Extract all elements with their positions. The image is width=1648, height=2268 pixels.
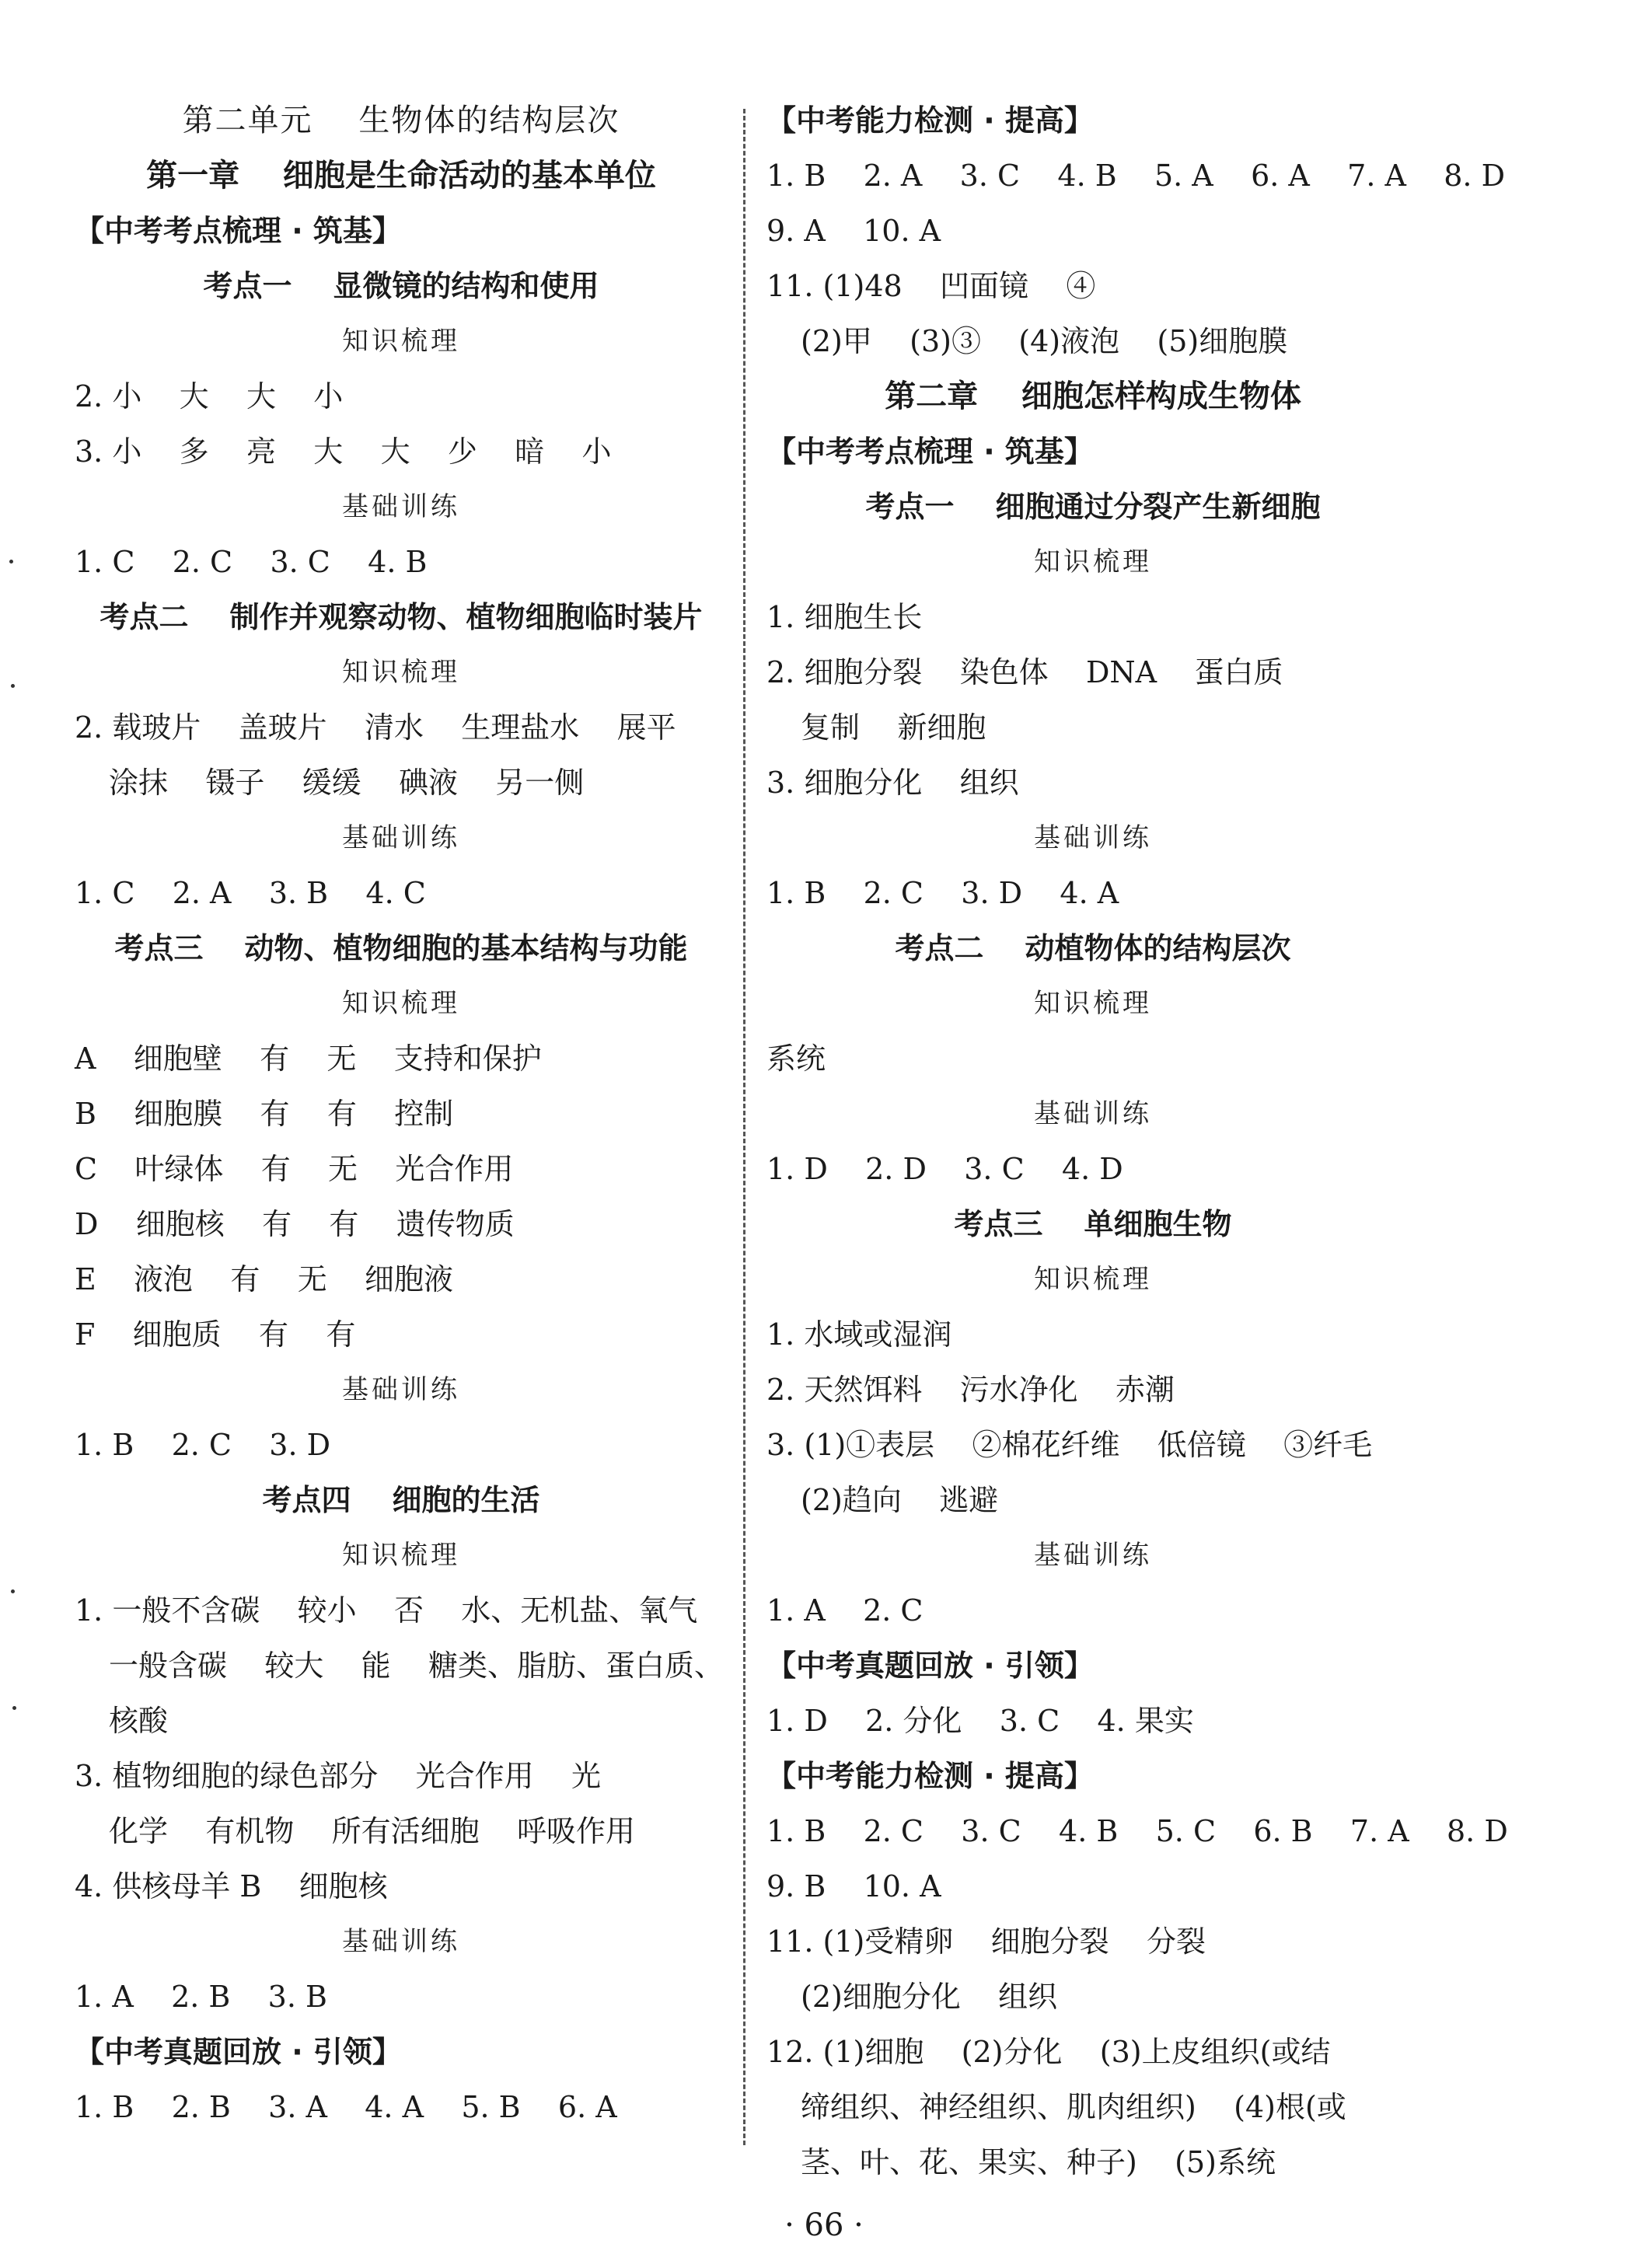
answer-line: 1. B 2. C 3. D 4. A	[766, 876, 1119, 910]
answer-line: 3. 植物细胞的绿色部分 光合作用 光	[75, 1759, 601, 1793]
answer-line: 系统	[766, 1042, 826, 1076]
subsection-label: 知识梳理	[1034, 546, 1152, 577]
answer-line: 1. B 2. C 3. C 4. B 5. C 6. B 7. A 8. D	[766, 1814, 1508, 1848]
subsection-label: 基础训练	[1034, 822, 1152, 853]
answer-line: (2)趋向 逃避	[801, 1483, 999, 1517]
answer-line: 11. (1)48 凹面镜 ④	[766, 269, 1096, 303]
answer-line: 1. B 2. B 3. A 4. A 5. B 6. A	[75, 2090, 617, 2124]
chapter-title: 第一章 细胞是生命活动的基本单位	[146, 158, 656, 194]
column-divider	[743, 109, 745, 2145]
answer-line: 复制 新细胞	[801, 710, 986, 745]
answer-line: 2. 天然饵料 污水净化 赤潮	[766, 1373, 1175, 1407]
answer-line: D 细胞核 有 有 遗传物质	[75, 1207, 515, 1241]
left-column	[75, 93, 728, 2135]
topic-heading: 考点一 显微镜的结构和使用	[203, 269, 599, 303]
answer-line: 1. A 2. B 3. B	[75, 1980, 327, 2014]
answer-line: 2. 小 大 大 小	[75, 379, 344, 413]
section-header: 【中考真题回放 · 引领】	[766, 1649, 1094, 1683]
answer-line: 4. 供核母羊 B 细胞核	[75, 1869, 388, 1903]
answer-line: 1. 细胞生长	[766, 600, 923, 634]
answer-line: 12. (1)细胞 (2)分化 (3)上皮组织(或结	[766, 2035, 1331, 2069]
subsection-label: 基础训练	[342, 822, 460, 853]
subsection-label: 知识梳理	[1034, 1264, 1152, 1295]
margin-mark	[11, 684, 15, 688]
answer-line: 核酸	[109, 1704, 169, 1738]
topic-heading: 考点二 制作并观察动物、植物细胞临时装片	[100, 600, 703, 634]
answer-line: C 叶绿体 有 无 光合作用	[75, 1152, 514, 1186]
chapter-title: 第二章 细胞怎样构成生物体	[885, 379, 1301, 414]
unit-title: 第二单元 生物体的结构层次	[182, 103, 620, 138]
section-header: 【中考能力检测 · 提高】	[766, 1759, 1094, 1793]
section-header: 【中考考点梳理 · 筑基】	[75, 214, 402, 248]
answer-line: (2)甲 (3)③ (4)液泡 (5)细胞膜	[801, 324, 1288, 358]
answer-line: 3. 细胞分化 组织	[766, 766, 1019, 800]
topic-heading: 考点四 细胞的生活	[262, 1483, 540, 1517]
answer-line: 一般含碳 较大 能 糖类、脂肪、蛋白质、	[109, 1649, 724, 1683]
subsection-label: 知识梳理	[342, 657, 460, 688]
answer-line: 1. 一般不含碳 较小 否 水、无机盐、氧气	[75, 1593, 698, 1628]
subsection-label: 知识梳理	[342, 1540, 460, 1571]
answer-line: E 液泡 有 无 细胞液	[75, 1262, 454, 1296]
answer-line: F 细胞质 有 有	[75, 1317, 356, 1352]
answer-line: 涂抹 镊子 缓缓 碘液 另一侧	[109, 766, 585, 800]
subsection-label: 知识梳理	[1034, 988, 1152, 1019]
answer-line: (2)细胞分化 组织	[801, 1980, 1058, 2014]
answer-line: 1. C 2. C 3. C 4. B	[75, 545, 428, 579]
margin-mark	[11, 1589, 15, 1593]
right-column	[766, 93, 1508, 2190]
answer-line: 1. 水域或湿润	[766, 1317, 952, 1352]
topic-heading: 考点一 细胞通过分裂产生新细胞	[865, 490, 1321, 524]
subsection-label: 基础训练	[342, 491, 460, 522]
answer-line: 9. B 10. A	[766, 1869, 941, 1903]
subsection-label: 知识梳理	[342, 326, 460, 357]
answer-line: 化学 有机物 所有活细胞 呼吸作用	[109, 1814, 635, 1848]
topic-heading: 考点三 动物、植物细胞的基本结构与功能	[114, 931, 688, 965]
answer-line: 1. B 2. A 3. C 4. B 5. A 6. A 7. A 8. D	[766, 159, 1506, 193]
answer-line: 1. D 2. 分化 3. C 4. 果实	[766, 1704, 1194, 1738]
subsection-label: 基础训练	[1034, 1098, 1152, 1129]
topic-heading: 考点三 单细胞生物	[954, 1207, 1232, 1241]
section-header: 【中考能力检测 · 提高】	[766, 103, 1094, 138]
section-header: 【中考真题回放 · 引领】	[75, 2035, 402, 2069]
margin-mark	[12, 1706, 16, 1710]
answer-line: 3. 小 多 亮 大 大 少 暗 小	[75, 434, 612, 469]
answer-line: 9. A 10. A	[766, 214, 941, 248]
answer-line: 1. C 2. A 3. B 4. C	[75, 876, 426, 910]
answer-line: 1. B 2. C 3. D	[75, 1428, 331, 1462]
answer-line: A 细胞壁 有 无 支持和保护	[75, 1042, 542, 1076]
answer-line: 2. 细胞分裂 染色体 DNA 蛋白质	[766, 655, 1283, 689]
answer-line: 缔组织、神经组织、肌肉组织) (4)根(或	[801, 2090, 1346, 2124]
page-number: · 66 ·	[784, 2207, 864, 2243]
margin-mark	[9, 560, 13, 564]
answer-line: 3. (1)①表层 ②棉花纤维 低倍镜 ③纤毛	[766, 1428, 1373, 1462]
subsection-label: 基础训练	[342, 1926, 460, 1957]
topic-heading: 考点二 动植物体的结构层次	[895, 931, 1291, 965]
subsection-label: 基础训练	[342, 1374, 460, 1405]
answer-line: 2. 载玻片 盖玻片 清水 生理盐水 展平	[75, 710, 676, 745]
subsection-label: 知识梳理	[342, 988, 460, 1019]
section-header: 【中考考点梳理 · 筑基】	[766, 434, 1094, 469]
answer-line: B 细胞膜 有 有 控制	[75, 1097, 454, 1131]
answer-line: 茎、叶、花、果实、种子) (5)系统	[801, 2145, 1276, 2179]
answer-line: 1. D 2. D 3. C 4. D	[766, 1152, 1123, 1186]
answer-line: 11. (1)受精卵 细胞分裂 分裂	[766, 1924, 1206, 1959]
subsection-label: 基础训练	[1034, 1540, 1152, 1571]
answer-line: 1. A 2. C	[766, 1593, 924, 1628]
